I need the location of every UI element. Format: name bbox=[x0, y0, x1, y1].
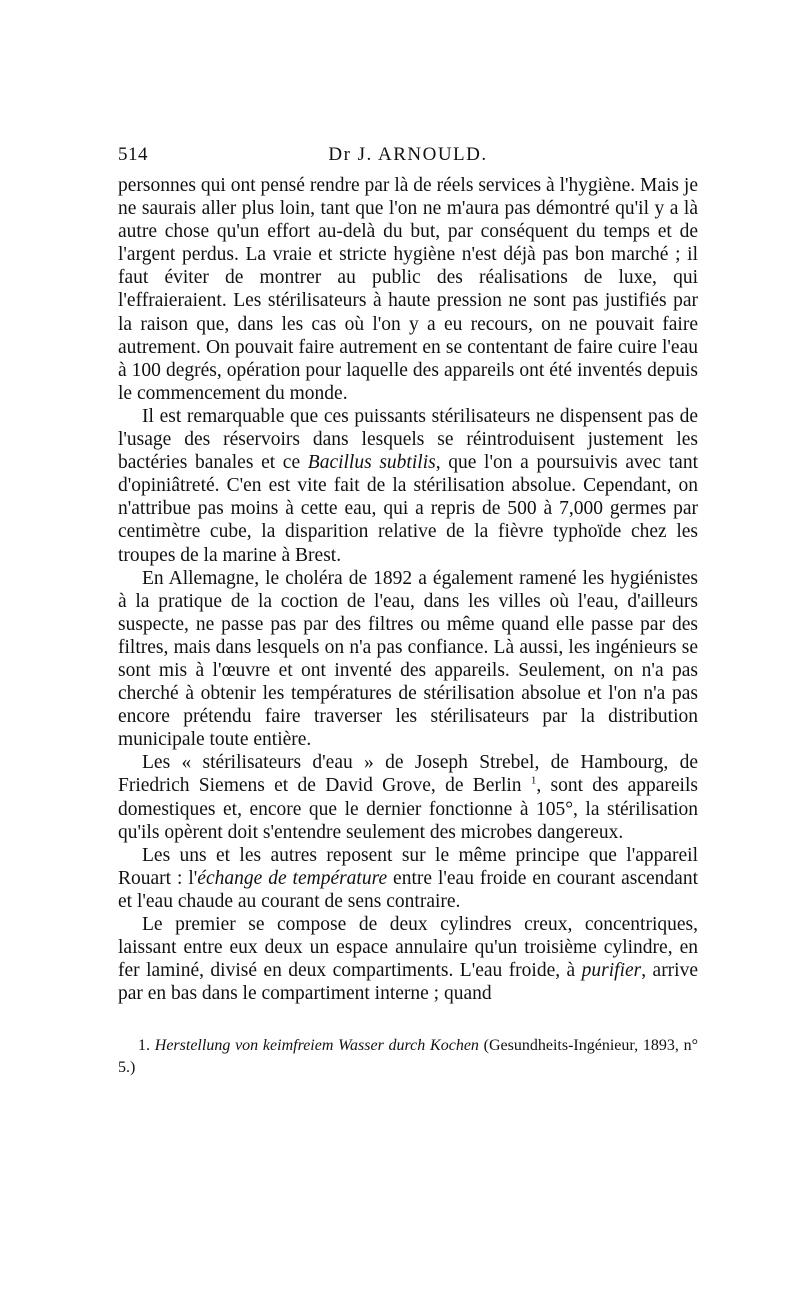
paragraph-5-text-a: Les uns et les autres reposent sur le même principe que l'appareil Rouart : l' bbox=[118, 844, 698, 889]
paragraph-4-text-b: , sont des appareils domestiques et, encore que le dernier fonctionne à 105°, la stérilisation qu'ils opèrent doit s'entendre seulement des microbes dangereux. bbox=[118, 775, 698, 843]
paragraph-2-text-b: , que l'on a poursuivis avec tant d'opiniâtreté. C'en est vite fait de la stérilisation absolue. Cependant, on n'attribue pas moins à cette eau, qui a repris de 500 à 7,000 germes par centimètre cube, la disparition relative de la fièvre typhoïde chez les troupes de la marine à Brest. bbox=[118, 452, 698, 566]
paragraph-2-italic: Bacillus subtilis bbox=[307, 452, 436, 474]
book-page bbox=[118, 140, 698, 1079]
page-number: 514 bbox=[118, 144, 148, 165]
paragraph-5 bbox=[118, 844, 698, 913]
footnote-source: (Gesundheits-Ingénieur, 1893, n° 5.) bbox=[118, 1037, 699, 1077]
paragraph-5-italic: échange de température bbox=[197, 867, 388, 889]
paragraph-6 bbox=[118, 913, 698, 1005]
page-header bbox=[118, 140, 698, 174]
footnote-reference[interactable]: 1 bbox=[530, 774, 537, 787]
paragraph-1-text: personnes qui ont pensé rendre par là de réels services à l'hygiène. Mais je ne saurais aller plus loin, tant que l'on ne m'aura pas démontré qu'il y a là autre chose qu'un effort au-delà du but, par conséquent du temps et de l'argent perdus. La vraie et stricte hygiène n'est déjà pas bon marché ; il faut éviter de montrer au public des réalisations de luxe, qui l'effraieraient. Les stérilisateurs à haute pression ne sont pas justifiés par la raison que, dans les cas où l'on y a eu recours, on ne pouvait faire autrement. On pouvait faire autrement en se contentant de faire cuire l'eau à 100 degrés, opération pour laquelle des appareils ont été inventés depuis le commencement du monde. bbox=[118, 175, 698, 404]
paragraph-3-text: En Allemagne, le choléra de 1892 a également ramené les hygiénistes à la pratique de la coction de l'eau, dans les villes où l'eau, d'ailleurs suspecte, ne passe pas par des filtres ou même quand elle passe par des filtres, mais dans lesquels on n'a pas confiance. Là aussi, les ingénieurs se sont mis à l'œuvre et ont inventé des appareils. Seulement, on n'a pas cherché à obtenir les températures de stérilisation absolue et l'on n'a pas encore prétendu faire traverser les stérilisateurs par la distribution municipale toute entière. bbox=[118, 567, 698, 751]
paragraph-2-text-a: Il est remarquable que ces puissants stérilisateurs ne dispensent pas de l'usage des réservoirs dans lesquels se réintroduisent justement les bactéries banales et ce bbox=[118, 405, 698, 474]
paragraph-5-text-b: entre l'eau froide en courant ascendant et l'eau chaude au courant de sens contraire. bbox=[118, 867, 698, 912]
paragraph-6-text-a: Le premier se compose de deux cylindres creux, concentriques, laissant entre eux deux un espace annulaire qu'un troisième cylindre, en fer laminé, divisé en deux compartiments. L'eau froide, à bbox=[118, 914, 698, 982]
footnote-title: Herstellung von keimfreiem Wasser durch Kochen bbox=[154, 1037, 479, 1055]
paragraph-6-italic: purifier bbox=[581, 960, 642, 982]
paragraph-6-text-b: , arrive par en bas dans le compartiment interne ; quand bbox=[118, 960, 698, 1005]
paragraph-4 bbox=[118, 751, 698, 843]
body-text bbox=[118, 174, 698, 1005]
footnote bbox=[118, 1035, 698, 1079]
running-head: Dr J. ARNOULD. bbox=[328, 144, 488, 165]
paragraph-4-text-a: Les « stérilisateurs d'eau » de Joseph Strebel, de Hambourg, de Friedrich Siemens et de David Grove, de Berlin bbox=[118, 752, 698, 797]
footnote-number: 1. bbox=[138, 1037, 150, 1055]
paragraph-2 bbox=[118, 405, 698, 567]
paragraph-3 bbox=[118, 567, 698, 752]
paragraph-1 bbox=[118, 174, 698, 405]
